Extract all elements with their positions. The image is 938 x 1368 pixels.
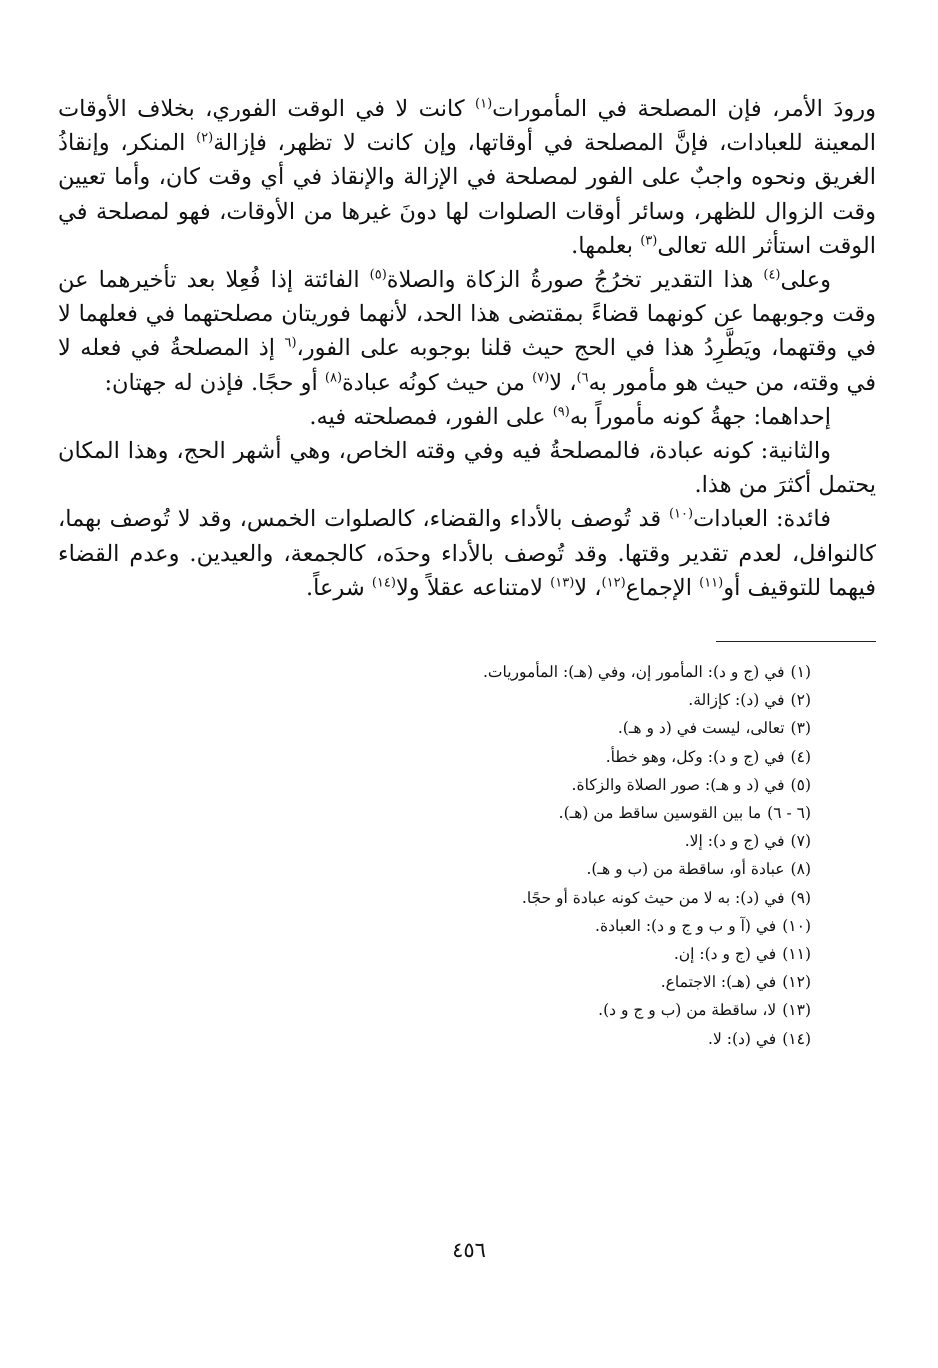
footnote-text: في (ج و د): وكل، وهو خطأ. xyxy=(605,747,785,766)
page-content xyxy=(58,92,876,1053)
footnote-ref: (١١) xyxy=(699,575,724,591)
text-run: أو حجًا. فإذن له جهتان: xyxy=(104,369,325,396)
footnote-text: تعالى، ليست في (د و هـ). xyxy=(617,719,785,738)
text-run: المنكر، وإنقاذُ الغريق ونحوه واجبٌ على الفور لمصلحة في الإزالة والإنقاذ في أي وقت كان، وأما تعيين وقت الزوال للظهر، وسائر أوقات الصلوات لها دونَ غيرها من الأوقات، فهو لمصلحة في الوقت استأثر الله تعالى xyxy=(58,130,876,259)
footnote-number: (١٢) xyxy=(782,973,811,992)
footnote-number: (١) xyxy=(790,663,811,682)
text-run: ، لا xyxy=(549,369,577,396)
footnote-text: في (هـ): الاجتماع. xyxy=(660,973,777,992)
text-run: بعلمها. xyxy=(571,232,641,259)
footnote-number: (٢) xyxy=(790,691,811,710)
footnote-number: (٥) xyxy=(790,775,811,794)
main-text xyxy=(58,92,876,605)
text-run: قد تُوصف بالأداء والقضاء، كالصلوات الخمس، وقد لا تُوصف بهما، كالنوافل، لعدم تقدير وقتها. وقد تُوصف بالأداء وحدَه، كالجمعة، والعيدين. وعدم القضاء فيهما للتوقيف أو xyxy=(58,506,876,601)
footnote-ref: (٨) xyxy=(324,370,343,386)
footnote-ref: (٢) xyxy=(196,130,214,146)
footnote-ref: (١٣) xyxy=(550,575,575,591)
footnote-divider xyxy=(716,641,876,642)
text-run: شرعاً. xyxy=(305,574,372,601)
footnote-number: (١٣) xyxy=(782,1001,811,1020)
text-run: من حيث كونُه عبادة xyxy=(342,369,533,396)
paragraph-4: والثانية: كونه عبادة، فالمصلحةُ فيه وفي وقته الخاص، وهي أشهر الحج، وهذا المكان يحتمل أكثرَ من هذا. xyxy=(58,438,876,499)
footnote-text: في (د و هـ): صور الصلاة والزكاة. xyxy=(571,775,785,794)
footnote-ref: (١٠) xyxy=(668,506,694,522)
footnote-text: في (ج و د): إلا. xyxy=(684,832,785,851)
footnote xyxy=(58,940,811,968)
footnote-text: عبادة أو، ساقطة من (ب و هـ). xyxy=(586,860,785,879)
footnote-number: (٣) xyxy=(790,719,811,738)
text-run: كانت لا في الوقت الفوري، بخلاف الأوقات المعينة للعبادات، فإنَّ المصلحة في أوقاتها، وإن كانت لا تظهر، فإزالة xyxy=(58,96,876,157)
footnote xyxy=(58,658,811,686)
paragraph-1 xyxy=(58,92,876,263)
paragraph-2 xyxy=(58,263,876,400)
footnote-ref: (١) xyxy=(475,96,493,112)
page-number: ٤٥٦ xyxy=(452,1238,486,1262)
footnote xyxy=(58,799,811,827)
text-run: الفائتة إذا فُعِلا بعد تأخيرهما عن وقت وجوبهما عن كونهما قضاءً بمقتضى هذا الحد، لأنهما فوريتان مصلحتهما في فعلهما لا في وقتهما، ويَطَّرِدُ هذا في الحج حيث قلنا بوجوبه على الفور، xyxy=(58,267,876,362)
footnote xyxy=(58,827,811,855)
footnote xyxy=(58,912,811,940)
footnote-text: لا، ساقطة من (ب و ج و د). xyxy=(598,1001,777,1020)
footnote xyxy=(58,714,811,742)
footnote-number: (١١) xyxy=(782,945,811,964)
footnote-text: في (ج و د): إن. xyxy=(673,945,777,964)
footnote-number: (٨) xyxy=(790,860,811,879)
text-run: إذ المصلحةُ في فعله لا في وقته، من حيث هو مأمور به xyxy=(58,335,876,396)
footnote-text: في (آ و ب و ج و د): العبادة. xyxy=(595,916,777,935)
footnote-ref: (٥) xyxy=(369,267,387,283)
footnote-ref: (٧) xyxy=(532,370,550,386)
footnote-ref: ٦) xyxy=(576,370,589,386)
footnote-number: (١٤) xyxy=(782,1029,811,1048)
footnote-ref: (٣) xyxy=(640,233,658,249)
footnote xyxy=(58,686,811,714)
footnote-text: في (ج و د): المأمور إن، وفي (هـ): المأموريات. xyxy=(482,663,785,682)
footnote-text: في (د): كإزالة. xyxy=(688,691,785,710)
text-run: فائدة: العبادات xyxy=(693,506,832,533)
paragraph-5 xyxy=(58,502,876,605)
text-run: على الفور، فمصلحته فيه. xyxy=(309,403,553,430)
footnote xyxy=(58,743,811,771)
footnote-number: (٧) xyxy=(790,832,811,851)
footnotes xyxy=(58,658,876,1053)
text-run: ورودَ الأمر، فإن المصلحة في المأمورات xyxy=(492,96,876,122)
footnote-number: (١٠) xyxy=(782,916,811,935)
footnote-ref: (٦ xyxy=(284,335,297,351)
text-run: وعلى xyxy=(780,267,831,294)
text-run: إحداهما: جهةُ كونه مأموراً به xyxy=(569,403,831,430)
footnote xyxy=(58,968,811,996)
text-run: هذا التقدير تخرُجُ صورةُ الزكاة والصلاة xyxy=(386,267,764,294)
footnote xyxy=(58,771,811,799)
footnote-text: في (د): لا. xyxy=(708,1029,777,1048)
footnote-number: (٦ - ٦) xyxy=(767,804,811,823)
footnote xyxy=(58,1025,811,1053)
footnote-number: (٩) xyxy=(790,888,811,907)
text-run: ، لا xyxy=(574,574,602,601)
footnote xyxy=(58,884,811,912)
footnote-ref: (٩) xyxy=(552,404,570,420)
footnote-ref: (٤) xyxy=(763,267,781,283)
text-run: الإجماع xyxy=(625,574,700,601)
footnote xyxy=(58,996,811,1024)
text-run: لامتناعه عقلاً ولا xyxy=(395,574,551,601)
footnote-number: (٤) xyxy=(790,747,811,766)
footnote-text: ما بين القوسين ساقط من (هـ). xyxy=(558,804,762,823)
footnote-ref: (١٢) xyxy=(601,575,626,591)
footnote-text: في (د): به لا من حيث كونه عبادة أو حجًا. xyxy=(521,888,785,907)
footnote-ref: (١٤) xyxy=(371,575,396,591)
footnote xyxy=(58,855,811,883)
paragraph-3 xyxy=(58,400,876,434)
